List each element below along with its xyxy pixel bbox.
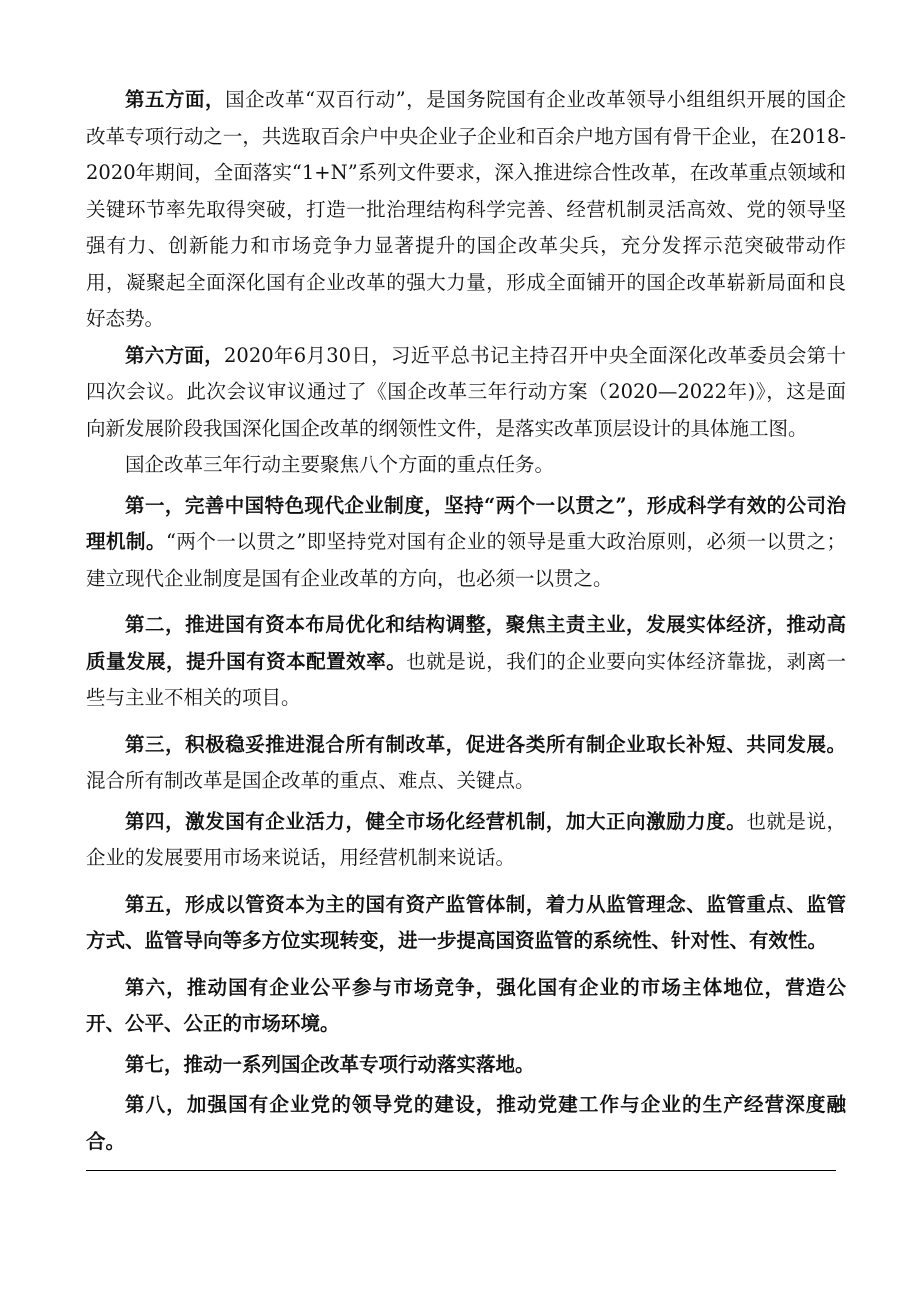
paragraph-2-text: 2020年6月30日，习近平总书记主持召开中央全面深化改革委员会第十四次会议。此次会议审议通过了《国企改革三年行动方案（2020—2022年)》，这是面向新发展阶段我国深化国企改革的纲领性文件，是落实改革顶层设计的具体施工图。 bbox=[86, 343, 846, 440]
paragraph-3-text: 国企改革三年行动主要聚焦八个方面的重点任务。 bbox=[125, 453, 555, 476]
task-7 bbox=[86, 1047, 846, 1084]
task-4-text: 也就是说，企业的发展要用市场来说话，用经营机制来说话。 bbox=[86, 809, 846, 869]
paragraph-3 bbox=[86, 447, 846, 484]
paragraph-1 bbox=[86, 82, 846, 338]
task-3-text: 混合所有制改革是国企改革的重点、难点、关键点。 bbox=[86, 769, 535, 792]
paragraph-1-lead: 第五方面， bbox=[125, 88, 226, 111]
task-5-lead: 第五，形成以管资本为主的国有资产监管体制，着力从监管理念、监管重点、监管方式、监管导向等多方位实现转变，进一步提高国资监管的系统性、针对性、有效性。 bbox=[86, 892, 846, 952]
task-6-lead: 第六，推动国有企业公平参与市场竞争，强化国有企业的市场主体地位，营造公开、公平、公正的市场环境。 bbox=[86, 975, 846, 1035]
paragraph-2 bbox=[86, 338, 846, 448]
task-2 bbox=[86, 607, 846, 717]
task-8-lead: 第八，加强国有企业党的领导党的建设，推动党建工作与企业的生产经营深度融合。 bbox=[86, 1093, 846, 1153]
task-2-lead: 第二，推进国有资本布局优化和结构调整，聚焦主责主业，发展实体经济，推动高质量发展，提升国有资本配置效率。 bbox=[86, 613, 846, 673]
paragraph-2-lead: 第六方面， bbox=[125, 343, 224, 367]
task-3-lead: 第三，积极稳妥推进混合所有制改革，促进各类所有制企业取长补短、共同发展。 bbox=[125, 732, 846, 756]
task-6 bbox=[86, 970, 846, 1043]
task-8 bbox=[86, 1087, 846, 1160]
task-1-lead: 第一，完善中国特色现代企业制度，坚持“两个一以贯之”，形成科学有效的公司治理机制。 bbox=[86, 493, 846, 553]
paragraph-1-text: 国企改革“双百行动”，是国务院国有企业改革领导小组组织开展的国企改革专项行动之一，共选取百余户中央企业子企业和百余户地方国有骨干企业，在2018-2020年期间，全面落实“1+N”系列文件要求，深入推进综合性改革，在改革重点领域和关键环节率先取得突破，打造一批治理结构科学完善、经营机制灵活高效、党的领导坚强有力、创新能力和市场竞争力显著提升的国企改革尖兵，充分发挥示范突破带动作用，凝聚起全面深化国有企业改革的强大力量，形成全面铺开的国企改革崭新局面和良好态势。 bbox=[86, 88, 846, 330]
task-4 bbox=[86, 804, 846, 877]
task-4-lead: 第四，激发国有企业活力，健全市场化经营机制，加大正向激励力度。 bbox=[125, 809, 747, 833]
task-1-text: “两个一以贯之”即坚持党对国有企业的领导是重大政治原则，必须一以贯之；建立现代企业制度是国有企业改革的方向，也必须一以贯之。 bbox=[86, 530, 846, 590]
task-1 bbox=[86, 488, 846, 598]
task-7-lead: 第七，推动一系列国企改革专项行动落实落地。 bbox=[125, 1052, 535, 1076]
task-3 bbox=[86, 727, 846, 800]
horizontal-rule bbox=[86, 1170, 836, 1171]
document-body bbox=[86, 82, 846, 1160]
task-5 bbox=[86, 887, 846, 960]
task-2-text: 也就是说，我们的企业要向实体经济靠拢，剥离一些与主业不相关的项目。 bbox=[86, 649, 846, 709]
